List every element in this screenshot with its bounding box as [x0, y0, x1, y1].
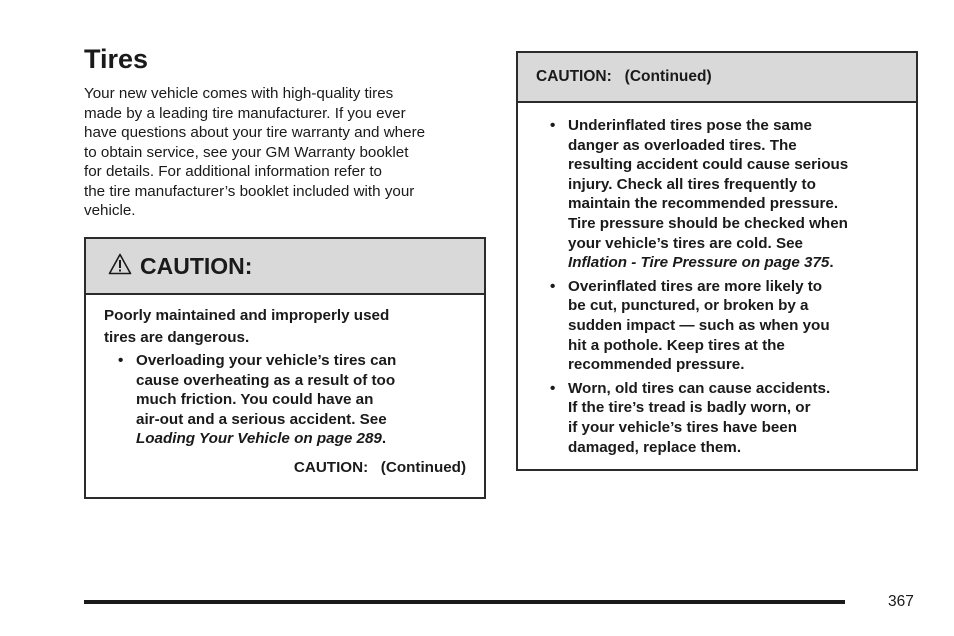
- reference-tail: .: [381, 430, 387, 448]
- caution-header: [86, 239, 484, 295]
- bullet-line: If the tire’s tread is badly worn, or: [568, 399, 811, 417]
- bullet-line: Tire pressure should be checked when: [568, 214, 848, 232]
- bullet-line: danger as overloaded tires. The: [568, 136, 797, 154]
- caution-lead-line: tires are dangerous.: [104, 329, 250, 346]
- continued-heading: CAUTION: (Continued): [536, 68, 712, 85]
- intro-line: the tire manufacturer’s booklet included with your: [84, 182, 415, 200]
- intro-line: have questions about your tire warranty and where: [84, 124, 426, 141]
- intro-line: to obtain service, see your GM Warranty booklet: [84, 143, 409, 161]
- page-number: 367: [888, 593, 914, 610]
- bullet-line: • Underinflated tires pose the same: [568, 117, 812, 134]
- bullet-line: injury. Check all tires frequently to: [568, 175, 816, 193]
- bullet-line: your vehicle’s tires are cold. See: [568, 234, 803, 252]
- intro-line: Your new vehicle comes with high-quality tires: [84, 85, 394, 102]
- bullet-line: sudden impact — such as when you: [568, 316, 830, 334]
- bullet-line: • Overloading your vehicle’s tires can: [136, 352, 397, 369]
- caution-continued-label: CAUTION: (Continued): [293, 459, 466, 476]
- caution-bullet: [118, 351, 396, 449]
- page-reference: Loading Your Vehicle on page 289: [136, 430, 382, 448]
- footer-rule: [84, 600, 845, 604]
- bullet-line: be cut, punctured, or broken by a: [568, 297, 809, 315]
- caution-lead-line: Poorly maintained and improperly used: [104, 307, 390, 324]
- bullet-line: • Worn, old tires can cause accidents.: [568, 379, 831, 397]
- caution-box: [84, 237, 486, 499]
- bullet-line: maintain the recommended pressure.: [568, 195, 839, 213]
- bullet-line: much friction. You could have an: [136, 391, 374, 409]
- reference-tail: .: [829, 254, 834, 272]
- bullet-line: if your vehicle’s tires have been: [568, 418, 798, 436]
- caution-continued-box: [516, 51, 918, 471]
- continued-bullet: [550, 116, 848, 273]
- caution-heading: CAUTION:: [140, 252, 253, 279]
- caution-bullet-list: [118, 351, 396, 449]
- continued-bullet-list: [550, 116, 848, 461]
- intro-paragraph: [84, 84, 494, 221]
- warning-triangle-icon: [108, 253, 132, 275]
- continued-bullet: [550, 277, 848, 375]
- bullet-line: resulting accident could cause serious: [568, 156, 849, 174]
- intro-line: for details. For additional information refer to: [84, 163, 382, 180]
- page-title: Tires: [84, 44, 149, 74]
- intro-line: made by a leading tire manufacturer. If you ever: [84, 104, 406, 122]
- bullet-line: • Overinflated tires are more likely to: [568, 277, 823, 295]
- bullet-line: damaged, replace them.: [568, 438, 742, 456]
- caution-lead: [104, 305, 389, 349]
- page-reference: Inflation - Tire Pressure on page 375: [568, 254, 830, 272]
- continued-header: [518, 53, 916, 103]
- bullet-line: recommended pressure.: [568, 356, 745, 374]
- bullet-line: hit a pothole. Keep tires at the: [568, 336, 785, 354]
- bullet-line: [568, 253, 848, 273]
- bullet-line: cause overheating as a result of too: [136, 371, 396, 389]
- bullet-line: [136, 429, 396, 449]
- continued-bullet: [550, 379, 848, 457]
- bullet-line: air-out and a serious accident. See: [136, 410, 387, 428]
- intro-line: vehicle.: [84, 202, 136, 219]
